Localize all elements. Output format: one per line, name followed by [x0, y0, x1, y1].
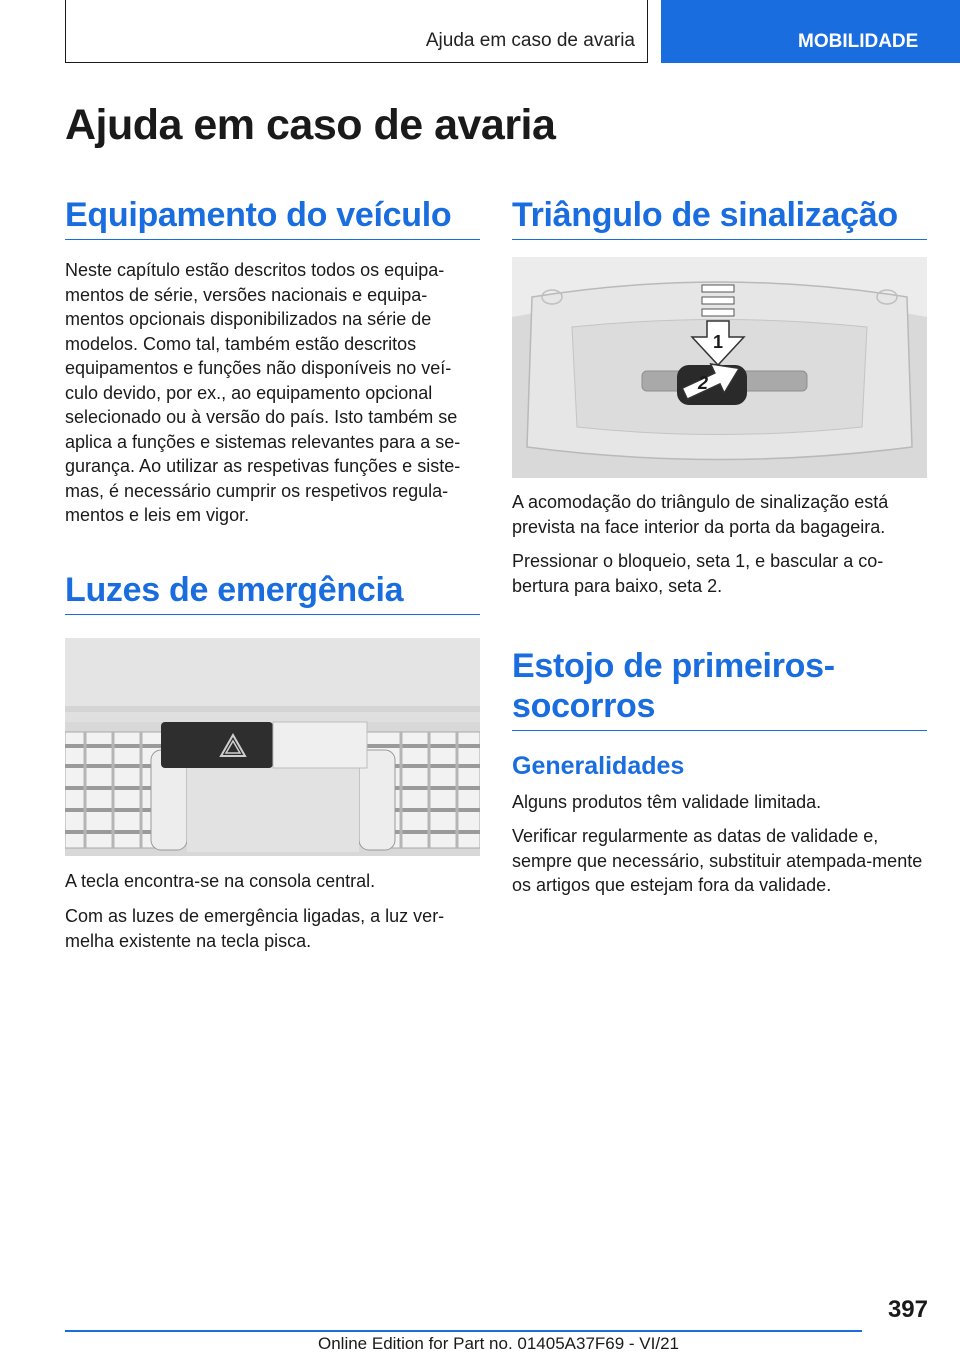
warning-triangle-figure: [512, 257, 927, 478]
edition-line: Online Edition for Part no. 01405A37F69 - VI/21: [318, 1334, 680, 1353]
first-aid-paragraph-1: Alguns produtos têm validade limitada.: [512, 792, 822, 812]
chapter-tab: [661, 0, 960, 63]
heading-warning-triangle: Triângulo de sinalização: [512, 195, 927, 240]
equipment-paragraph: Neste capítulo estão descritos todos os equipa-mentos de série, versões nacionais e equipa-mentos opcionais disponibilizados na série de modelos. Como tal, também estão descritos equipamentos e funções não disponíveis no veí-culo devido, por ex., ao equipamento opcional selecionado ou à versão do país. Isto também se aplica a funções e sistemas relevantes para a se-gurança. Ao utilizar as respetivas funções e siste-mas, é necessário cumprir os respetivos regula-mentos e leis em vigor.: [65, 260, 461, 525]
running-header-title: Ajuda em caso de avaria: [425, 30, 635, 51]
chapter-tab-label: MOBILIDADE: [798, 31, 919, 52]
heading-equipment: Equipamento do veículo: [65, 195, 480, 240]
footer-rule: [65, 1330, 862, 1332]
hazard-button-figure: [65, 638, 480, 856]
triangle-paragraph-1: A acomodação do triângulo de sinalização está prevista na face interior da porta da bagageira.: [512, 492, 889, 537]
page-title: Ajuda em caso de avaria: [65, 101, 556, 149]
subheading-general: Generalidades: [512, 752, 685, 780]
heading-hazard-lights: Luzes de emergência: [65, 570, 480, 615]
first-aid-paragraph-2: Verificar regularmente as datas de validade e, sempre que necessário, substituir atempada-mente os artigos que estejam fora da validade.: [512, 826, 923, 895]
triangle-paragraph-2: Pressionar o bloqueio, seta 1, e bascular a co-bertura para baixo, seta 2.: [512, 551, 884, 596]
arrow-2-label: 2: [697, 373, 709, 393]
heading-first-aid-kit: Estojo de primeiros-socorros: [512, 646, 927, 731]
hazard-paragraph-1: A tecla encontra-se na consola central.: [65, 871, 376, 891]
running-header-section: [65, 0, 648, 63]
arrow-1-label: 1: [712, 332, 724, 352]
page-number: 397: [887, 1296, 928, 1323]
hazard-paragraph-2: Com as luzes de emergência ligadas, a luz ver-melha existente na tecla pisca.: [65, 906, 445, 951]
